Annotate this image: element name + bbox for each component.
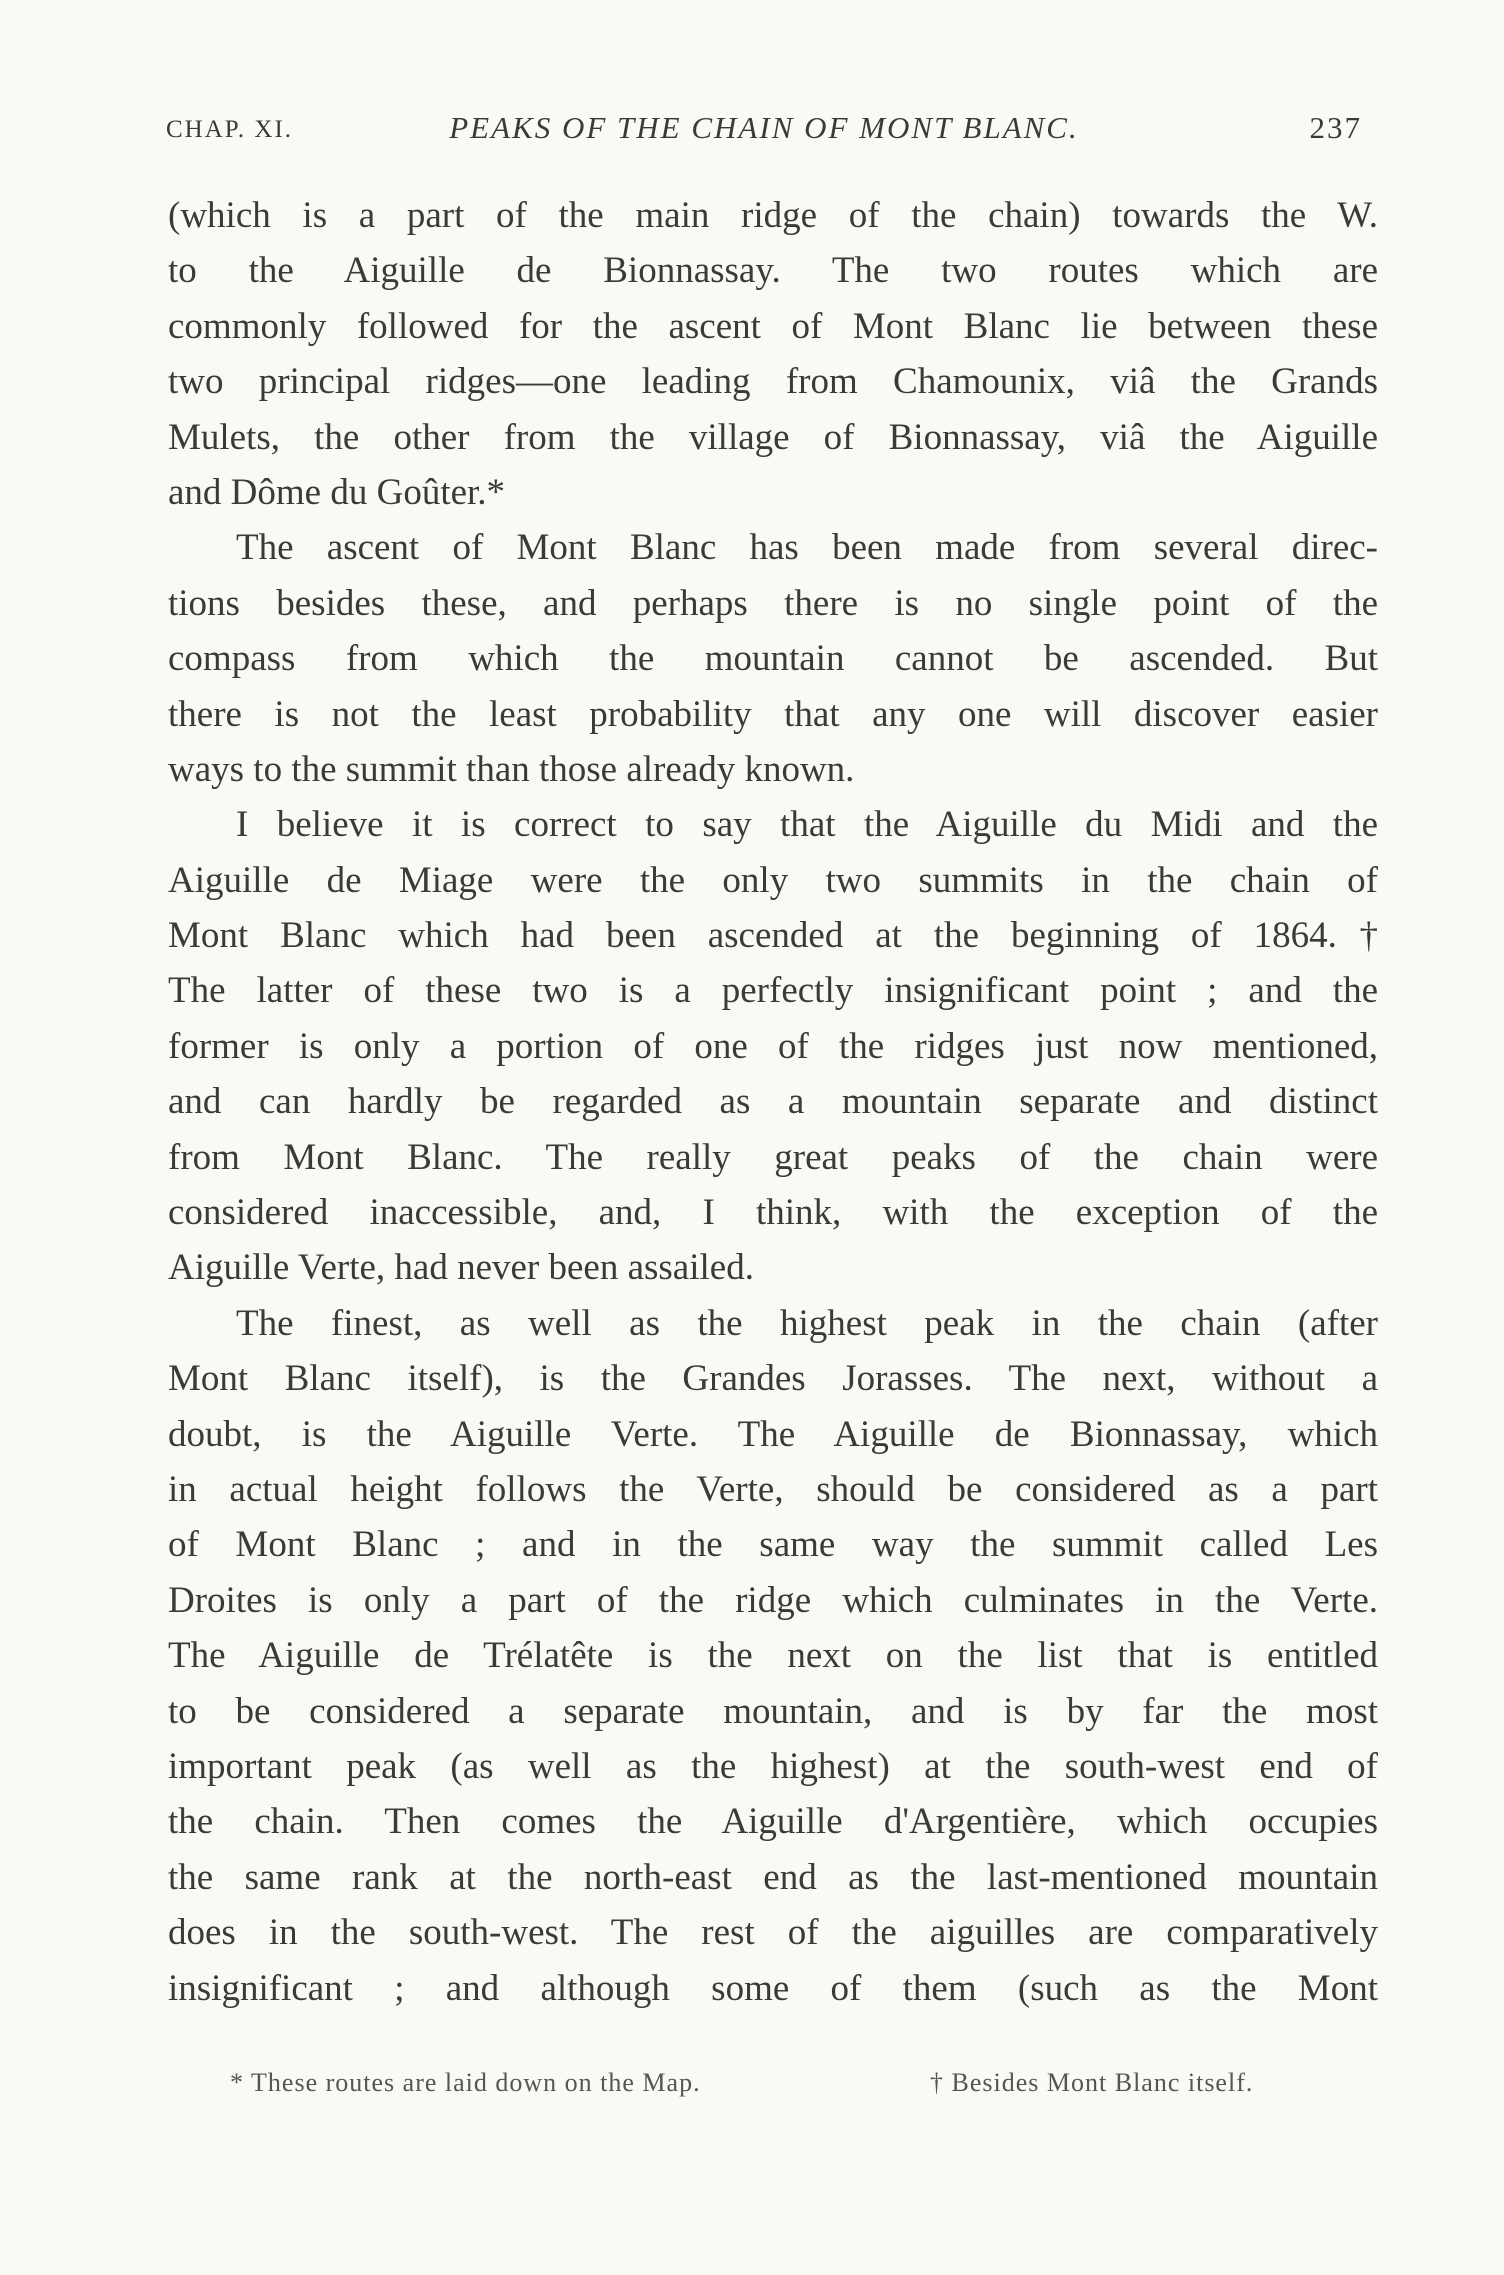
text-line: in actual height follows the Verte, should be considered as a part bbox=[168, 1468, 1378, 1510]
text-line: Mulets, the other from the village of Bionnassay, viâ the Aiguille bbox=[168, 416, 1378, 458]
text-line: doubt, is the Aiguille Verte. The Aiguille de Bionnassay, which bbox=[168, 1413, 1378, 1455]
footnote-1: * These routes are laid down on the Map. bbox=[230, 2068, 701, 2097]
text-line: The latter of these two is a perfectly insignificant point ; and the bbox=[168, 970, 1378, 1012]
text-line: compass from which the mountain cannot be ascended. But bbox=[168, 638, 1378, 680]
text-line: considered inaccessible, and, I think, with the exception of the bbox=[168, 1192, 1378, 1234]
text-line: the chain. Then comes the Aiguille d'Argentière, which occupies bbox=[168, 1801, 1378, 1843]
text-line: Mont Blanc itself), is the Grandes Jorasses. The next, without a bbox=[168, 1358, 1378, 1400]
text-line: from Mont Blanc. The really great peaks of the chain were bbox=[168, 1136, 1378, 1178]
text-line: important peak (as well as the highest) at the south-west end of bbox=[168, 1745, 1378, 1787]
text-line: The ascent of Mont Blanc has been made from several direc- bbox=[236, 527, 1378, 569]
running-title: PEAKS OF THE CHAIN OF MONT BLANC. bbox=[449, 110, 1079, 145]
text-line: Droites is only a part of the ridge which culminates in the Verte. bbox=[168, 1579, 1378, 1621]
text-line: tions besides these, and perhaps there is no single point of the bbox=[168, 582, 1378, 624]
text-line: and can hardly be regarded as a mountain separate and distinct bbox=[168, 1081, 1378, 1123]
text-line: and Dôme du Goûter.* bbox=[168, 471, 506, 513]
text-line: insignificant ; and although some of them (such as the Mont bbox=[168, 1967, 1378, 2009]
text-line: does in the south-west. The rest of the aiguilles are comparatively bbox=[168, 1912, 1378, 1954]
footnote-2: † Besides Mont Blanc itself. bbox=[930, 2068, 1254, 2097]
text-line: Aiguille Verte, had never been assailed. bbox=[168, 1247, 754, 1289]
text-line: of Mont Blanc ; and in the same way the summit called Les bbox=[168, 1524, 1378, 1566]
text-line: there is not the least probability that any one will discover easier bbox=[168, 693, 1378, 735]
text-line: (which is a part of the main ridge of the chain) towards the W. bbox=[168, 195, 1378, 236]
text-line: the same rank at the north-east end as the last-mentioned mountain bbox=[168, 1856, 1378, 1898]
text-line: two principal ridges—one leading from Chamounix, viâ the Grands bbox=[168, 361, 1378, 403]
text-line: The finest, as well as the highest peak in the chain (after bbox=[236, 1302, 1378, 1344]
text-line: to be considered a separate mountain, and is by far the most bbox=[168, 1690, 1378, 1732]
text-line: to the Aiguille de Bionnassay. The two routes which are bbox=[168, 250, 1378, 292]
chapter-label: CHAP. XI. bbox=[166, 116, 294, 143]
text-line: ways to the summit than those already known. bbox=[168, 748, 855, 790]
text-line: Aiguille de Miage were the only two summits in the chain of bbox=[168, 859, 1378, 901]
text-line: Mont Blanc which had been ascended at the beginning of 1864.† bbox=[168, 915, 1378, 957]
text-line: commonly followed for the ascent of Mont Blanc lie between these bbox=[168, 305, 1378, 347]
footnotes bbox=[230, 2068, 1340, 2108]
text-line: I believe it is correct to say that the Aiguille du Midi and the bbox=[236, 804, 1378, 846]
running-head bbox=[166, 110, 1362, 156]
text-line: The Aiguille de Trélatête is the next on the list that is entitled bbox=[168, 1635, 1378, 1677]
page-number: 237 bbox=[1309, 110, 1362, 145]
body-text bbox=[168, 188, 1378, 2016]
text-line: former is only a portion of one of the ridges just now mentioned, bbox=[168, 1025, 1378, 1067]
